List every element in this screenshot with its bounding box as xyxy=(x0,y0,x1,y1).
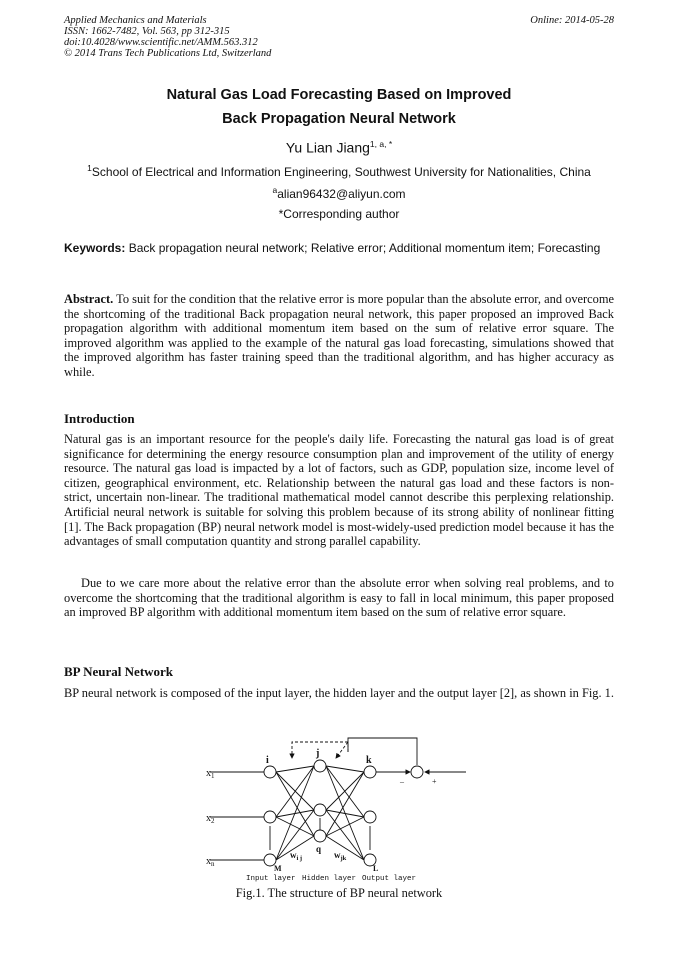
label-input-layer: Input layer xyxy=(246,875,296,883)
author-sup: 1, a, * xyxy=(369,139,393,149)
label-node-k: k xyxy=(366,755,372,766)
label-node-M: M xyxy=(274,864,282,873)
online-date: Online: 2014-05-28 xyxy=(530,15,614,26)
title-line-1: Natural Gas Load Forecasting Based on Improved xyxy=(166,87,512,103)
label-node-L: L xyxy=(373,864,379,873)
comparator-node xyxy=(411,766,423,778)
label-w-ij: $w_{i j}$ xyxy=(290,850,303,862)
paper-title xyxy=(0,83,678,131)
label-node-i: i xyxy=(266,755,269,766)
label-x1: $x_1$ xyxy=(206,768,215,780)
label-w-jk: $w_{jk}$ xyxy=(334,850,347,862)
keywords-label: Keywords: xyxy=(64,241,126,255)
email-address[interactable]: alian96432@aliyun.com xyxy=(277,187,406,201)
affiliation-text: School of Electrical and Information Engineering, Southwest University for Nationalities, China xyxy=(91,165,591,179)
introduction-paragraph-1: Natural gas is an important resource for the people's daily life. Forecasting the natural gas load is of great significance for determining the energy resource consumption plan and improvement of the utility of energy resource. The natural gas load is impacted by a lot of factors, such as GDP, population size, income level of citizen, geographical environment, etc. Relationship between the natural gas load and these factors is non-strict, uncertain non-linear. The traditional mathematical model cannot describe this perplexing relationship. Artificial neural network is suitable for solving this problem because of its strong ability of nonlinear fitting [1]. The Back propagation (BP) neural network model is most-widely-used prediction model because it has the advantages of small computation quantity and strong parallel capability. xyxy=(64,432,614,549)
input-node-i xyxy=(264,766,276,778)
title-line-2: Back Propagation Neural Network xyxy=(222,111,456,127)
introduction-heading: Introduction xyxy=(64,411,135,426)
feedback-dashed-path xyxy=(292,742,348,758)
label-node-q: q xyxy=(316,844,322,854)
label-node-j: j xyxy=(316,748,320,759)
hidden-output-connections xyxy=(326,766,364,860)
abstract-label: Abstract. xyxy=(64,292,114,306)
label-plus: + xyxy=(432,777,437,786)
journal-name: Applied Mechanics and Materials xyxy=(64,15,207,26)
label-xn: $x_n$ xyxy=(206,856,215,868)
author-name: Yu Lian Jiang xyxy=(285,139,370,156)
keywords-text: Back propagation neural network; Relative error; Additional momentum item; Forecasting xyxy=(128,241,601,255)
bp-network-figure xyxy=(200,732,470,884)
output-node-2 xyxy=(364,811,376,823)
label-x2: $x_2$ xyxy=(206,813,215,825)
bp-network-heading: BP Neural Network xyxy=(64,664,174,679)
output-node-k xyxy=(364,766,376,778)
doi: doi:10.4028/www.scientific.net/AMM.563.312 xyxy=(64,37,258,48)
abstract-text: To suit for the condition that the relative error is more popular than the absolute error, and overcome the shortcoming of the traditional Back propagation neural network, this paper proposed an improved Back propagation algorithm with additional momentum item based on the sum of relative error square. The improved algorithm was applied to the example of the natural gas load forecasting, simulations showed that the improved algorithm has faster training speed than the traditional algorithm, and has higher accuracy as while. xyxy=(64,292,615,379)
error-feedback-path xyxy=(348,738,417,765)
hidden-node-j xyxy=(314,760,326,772)
affiliation-sup: 1 xyxy=(87,163,92,173)
feedback-dashed-arrow xyxy=(336,742,348,758)
input-hidden-connections xyxy=(276,766,314,860)
journal-header xyxy=(64,15,271,59)
input-node-2 xyxy=(264,811,276,823)
keywords xyxy=(64,241,614,256)
hidden-node-q xyxy=(314,830,326,842)
email xyxy=(0,185,678,201)
figure-caption: Fig.1. The structure of BP neural network xyxy=(235,886,443,900)
issn: ISSN: 1662-7482, Vol. 563, pp 312-315 xyxy=(64,26,230,37)
author xyxy=(0,139,678,156)
label-output-layer: Output layer xyxy=(362,875,417,883)
hidden-node-2 xyxy=(314,804,326,816)
affiliation xyxy=(0,163,678,179)
introduction-paragraph-2: Due to we care more about the relative error than the absolute error when solving real problems, and to overcome the shortcoming that the traditional algorithm is easy to fall in local minimum, this paper proposed an improved BP algorithm with additional momentum item based on the sum of relative error square. xyxy=(64,576,614,620)
email-sup: a xyxy=(272,185,278,195)
label-minus: – xyxy=(400,777,404,786)
bp-network-paragraph: BP neural network is composed of the input layer, the hidden layer and the output layer [2], as shown in Fig. 1. xyxy=(64,686,614,700)
label-hidden-layer: Hidden layer xyxy=(302,875,357,883)
copyright: © 2014 Trans Tech Publications Ltd, Switzerland xyxy=(64,48,272,59)
corresponding-author: *Corresponding author xyxy=(278,207,400,221)
abstract xyxy=(64,292,614,380)
